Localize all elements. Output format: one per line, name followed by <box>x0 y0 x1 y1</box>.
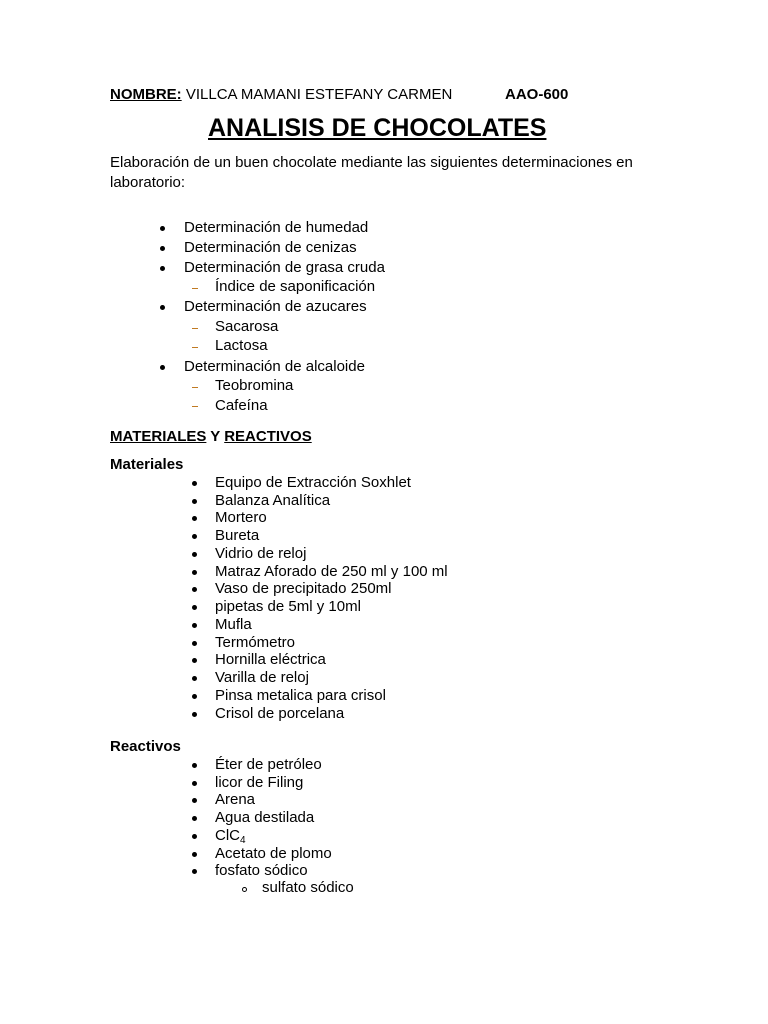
dash-icon <box>192 406 198 407</box>
list-item: Acetato de plomo <box>215 845 332 862</box>
sub-list-item: Índice de saponificación <box>215 278 376 295</box>
list-item: Varilla de reloj <box>215 669 309 686</box>
dash-icon <box>192 347 198 348</box>
sub-list-item: sulfato sódico <box>262 879 354 896</box>
clc-subscript: 4 <box>240 835 246 846</box>
clc-formula: ClC <box>215 827 240 844</box>
bullet-icon <box>192 712 197 717</box>
bullet-icon <box>192 852 197 857</box>
bullet-icon <box>192 481 197 486</box>
list-item: Determinación de azucares <box>184 298 367 315</box>
bullet-icon <box>192 605 197 610</box>
bullet-icon <box>192 694 197 699</box>
list-item: Agua destilada <box>215 809 315 826</box>
bullet-icon <box>192 763 197 768</box>
list-item: Hornilla eléctrica <box>215 651 326 668</box>
bullet-icon <box>192 641 197 646</box>
section-heading <box>110 428 312 446</box>
bullet-icon <box>160 365 165 370</box>
list-item: Crisol de porcelana <box>215 705 345 722</box>
list-item: Mufla <box>215 616 252 633</box>
list-item: fosfato sódico <box>215 862 308 879</box>
list-item: Termómetro <box>215 634 296 651</box>
sub-list-item: Cafeína <box>215 397 268 414</box>
list-item <box>215 827 246 845</box>
sub-list-item: Lactosa <box>215 337 268 354</box>
intro-paragraph: Elaboración de un buen chocolate mediante las siguientes determinaciones en laboratorio: <box>110 154 633 191</box>
student-name: VILLCA MAMANI ESTEFANY CARMEN <box>181 86 453 103</box>
bullet-icon <box>192 869 197 874</box>
bullet-icon <box>192 552 197 557</box>
list-item: Matraz Aforado de 250 ml y 100 ml <box>215 563 448 580</box>
list-item: Vidrio de reloj <box>215 545 307 562</box>
name-line <box>110 86 452 104</box>
section-heading-materiales: MATERIALES <box>110 428 207 445</box>
list-item: Arena <box>215 791 256 808</box>
dash-icon <box>192 328 198 329</box>
bullet-icon <box>192 516 197 521</box>
bullet-icon <box>192 676 197 681</box>
sub-list-item: Sacarosa <box>215 318 279 335</box>
bullet-icon <box>160 305 165 310</box>
document-title: ANALISIS DE CHOCOLATES <box>208 114 547 142</box>
sub-list-item: Teobromina <box>215 377 294 394</box>
bullet-icon <box>192 623 197 628</box>
bullet-icon <box>192 798 197 803</box>
list-item: Balanza Analítica <box>215 492 331 509</box>
section-heading-conjunction: Y <box>206 428 225 445</box>
list-item: Mortero <box>215 509 267 526</box>
list-item: Determinación de cenizas <box>184 239 357 256</box>
list-item: Determinación de humedad <box>184 219 369 236</box>
list-item: Bureta <box>215 527 260 544</box>
bullet-icon <box>160 266 165 271</box>
list-item: Determinación de grasa cruda <box>184 259 385 276</box>
bullet-icon <box>160 226 165 231</box>
bullet-icon <box>192 499 197 504</box>
bullet-icon <box>192 534 197 539</box>
name-label: NOMBRE: <box>110 86 182 103</box>
bullet-icon <box>192 834 197 839</box>
list-item: Equipo de Extracción Soxhlet <box>215 474 411 491</box>
list-item: licor de Filing <box>215 774 304 791</box>
section-heading-reactivos: REACTIVOS <box>224 428 312 445</box>
bullet-icon <box>160 246 165 251</box>
circle-bullet-icon <box>242 887 247 892</box>
list-item: Vaso de precipitado 250ml <box>215 580 392 597</box>
course-code: AAO-600 <box>505 86 569 103</box>
bullet-icon <box>192 658 197 663</box>
list-item: Pinsa metalica para crisol <box>215 687 386 704</box>
bullet-icon <box>192 587 197 592</box>
materiales-heading: Materiales <box>110 456 184 473</box>
list-item: pipetas de 5ml y 10ml <box>215 598 361 615</box>
bullet-icon <box>192 570 197 575</box>
dash-icon <box>192 387 198 388</box>
bullet-icon <box>192 781 197 786</box>
reactivos-heading: Reactivos <box>110 738 181 755</box>
list-item: Determinación de alcaloide <box>184 358 365 375</box>
bullet-icon <box>192 816 197 821</box>
list-item: Éter de petróleo <box>215 756 322 773</box>
dash-icon <box>192 288 198 289</box>
